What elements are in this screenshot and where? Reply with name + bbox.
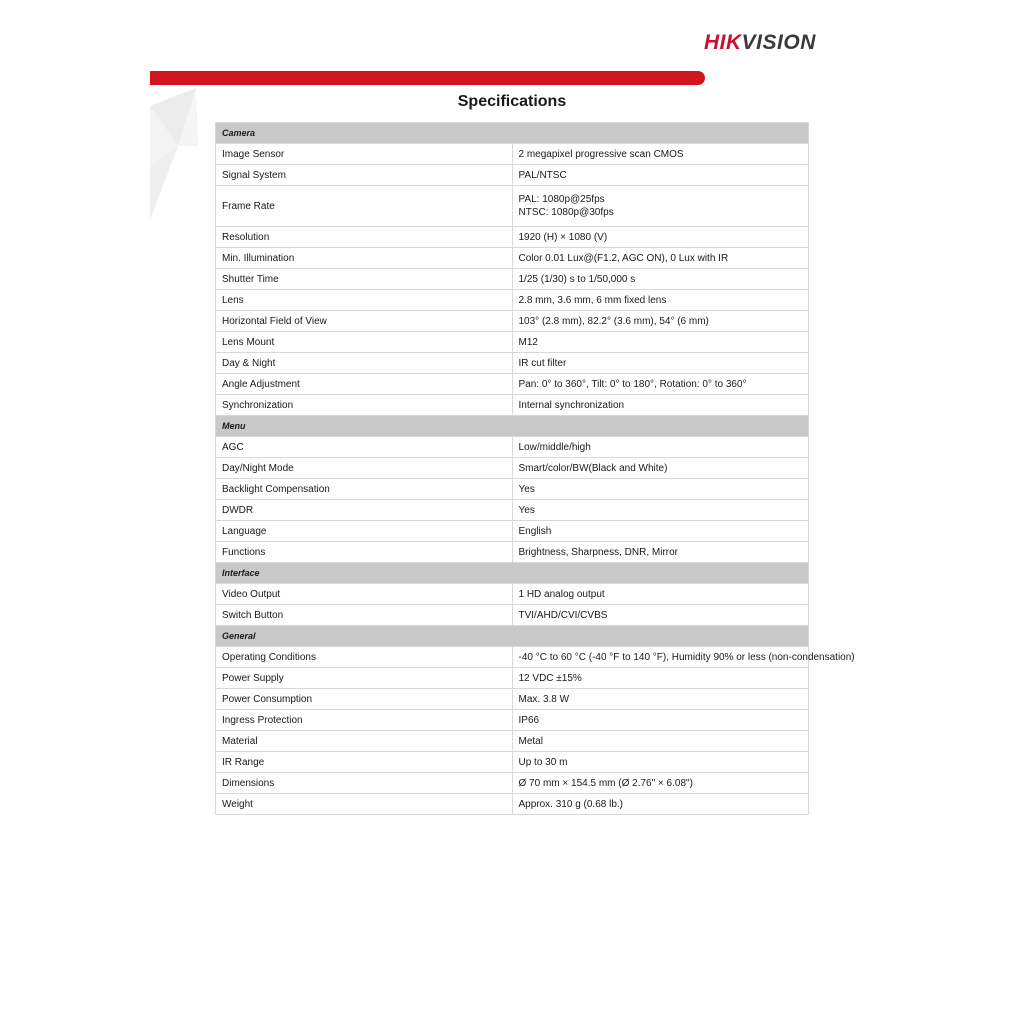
section-title: General — [216, 626, 809, 647]
spec-value — [512, 458, 809, 479]
spec-label: Power Supply — [216, 668, 513, 689]
spec-value-line: -40 °C to 60 °C (-40 °F to 140 °F), Humidity 90% or less (non-condensation) — [518, 651, 855, 663]
spec-label: Min. Illumination — [216, 248, 513, 269]
spec-value-line: 12 VDC ±15% — [518, 672, 582, 684]
spec-value — [512, 752, 809, 773]
spec-row — [216, 479, 809, 500]
spec-value — [512, 668, 809, 689]
spec-value-line: IP66 — [518, 714, 540, 726]
spec-value-line: 1 HD analog output — [518, 588, 605, 600]
spec-value — [512, 479, 809, 500]
spec-value-line: 103° (2.8 mm), 82.2° (3.6 mm), 54° (6 mm) — [518, 315, 709, 327]
spec-value — [512, 395, 809, 416]
spec-value-line: Brightness, Sharpness, DNR, Mirror — [518, 546, 678, 558]
spec-value — [512, 584, 809, 605]
spec-value-line: Low/middle/high — [518, 441, 591, 453]
spec-label: Material — [216, 731, 513, 752]
spec-row — [216, 458, 809, 479]
spec-value-line: PAL: 1080p@25fps — [518, 194, 605, 205]
spec-label: Backlight Compensation — [216, 479, 513, 500]
spec-value-line: 2 megapixel progressive scan CMOS — [518, 148, 684, 160]
spec-value-line: 1/25 (1/30) s to 1/50,000 s — [518, 273, 636, 285]
section-header-row — [216, 123, 809, 144]
spec-row — [216, 794, 809, 815]
spec-row — [216, 186, 809, 227]
spec-value — [512, 542, 809, 563]
spec-label: Horizontal Field of View — [216, 311, 513, 332]
spec-value-line: IR cut filter — [518, 357, 567, 369]
spec-row — [216, 605, 809, 626]
spec-value-line: Internal synchronization — [518, 399, 625, 411]
section-header-row — [216, 416, 809, 437]
spec-label: Language — [216, 521, 513, 542]
spec-row — [216, 227, 809, 248]
spec-row — [216, 144, 809, 165]
spec-value — [512, 165, 809, 186]
spec-value — [512, 437, 809, 458]
spec-value-line: Approx. 310 g (0.68 lb.) — [518, 798, 624, 810]
spec-row — [216, 332, 809, 353]
spec-value-line: PAL/NTSC — [518, 169, 567, 181]
spec-label: Synchronization — [216, 395, 513, 416]
spec-row — [216, 269, 809, 290]
spec-label: Weight — [216, 794, 513, 815]
spec-value-line: Metal — [518, 735, 543, 747]
spec-value — [512, 374, 809, 395]
spec-label: Lens — [216, 290, 513, 311]
spec-row — [216, 689, 809, 710]
spec-row — [216, 773, 809, 794]
spec-value — [512, 605, 809, 626]
spec-label: Resolution — [216, 227, 513, 248]
spec-label: Functions — [216, 542, 513, 563]
spec-value-line: TVI/AHD/CVI/CVBS — [518, 609, 608, 621]
spec-row — [216, 731, 809, 752]
spec-row — [216, 668, 809, 689]
spec-label: Switch Button — [216, 605, 513, 626]
spec-value-line: Up to 30 m — [518, 756, 568, 768]
spec-label: Day & Night — [216, 353, 513, 374]
logo-text-dark: VISION — [741, 31, 816, 54]
spec-value — [512, 311, 809, 332]
spec-label: Frame Rate — [216, 186, 513, 227]
spec-row — [216, 500, 809, 521]
spec-value-line: Yes — [518, 483, 535, 495]
spec-value-line: 2.8 mm, 3.6 mm, 6 mm fixed lens — [518, 294, 667, 306]
spec-value-line: Ø 70 mm × 154.5 mm (Ø 2.76" × 6.08") — [518, 777, 693, 789]
spec-row — [216, 165, 809, 186]
spec-value — [512, 144, 809, 165]
hikvision-logo — [704, 30, 816, 56]
spec-label: Image Sensor — [216, 144, 513, 165]
spec-label: AGC — [216, 437, 513, 458]
spec-row — [216, 584, 809, 605]
spec-row — [216, 311, 809, 332]
spec-value — [512, 773, 809, 794]
spec-row — [216, 374, 809, 395]
spec-label: Day/Night Mode — [216, 458, 513, 479]
spec-value — [512, 227, 809, 248]
spec-label: Angle Adjustment — [216, 374, 513, 395]
spec-row — [216, 647, 809, 668]
section-header-row — [216, 626, 809, 647]
spec-label: Video Output — [216, 584, 513, 605]
spec-label: Lens Mount — [216, 332, 513, 353]
spec-value-line: 1920 (H) × 1080 (V) — [518, 231, 608, 243]
spec-label: Dimensions — [216, 773, 513, 794]
spec-value — [512, 290, 809, 311]
spec-value — [512, 710, 809, 731]
spec-value — [512, 521, 809, 542]
section-title: Camera — [216, 123, 809, 144]
spec-value-line: Color 0.01 Lux@(F1.2, AGC ON), 0 Lux with IR — [518, 252, 729, 264]
section-header-row — [216, 563, 809, 584]
spec-value — [512, 269, 809, 290]
page-title: Specifications — [457, 93, 567, 110]
spec-value-line: English — [518, 525, 552, 537]
spec-value — [512, 248, 809, 269]
spec-value — [512, 731, 809, 752]
spec-value-line: Max. 3.8 W — [518, 693, 570, 705]
spec-value — [512, 500, 809, 521]
spec-value — [512, 689, 809, 710]
spec-value — [512, 794, 809, 815]
spec-label: Power Consumption — [216, 689, 513, 710]
logo-text-red: HIK — [704, 31, 742, 54]
spec-value-line: Smart/color/BW(Black and White) — [518, 462, 668, 474]
spec-label: Shutter Time — [216, 269, 513, 290]
header-accent-bar — [150, 71, 705, 85]
spec-label: IR Range — [216, 752, 513, 773]
section-title: Menu — [216, 416, 809, 437]
spec-value — [512, 353, 809, 374]
spec-row — [216, 248, 809, 269]
spec-row — [216, 395, 809, 416]
spec-row — [216, 542, 809, 563]
spec-label: Ingress Protection — [216, 710, 513, 731]
spec-label: Operating Conditions — [216, 647, 513, 668]
spec-value-line: Pan: 0° to 360°, Tilt: 0° to 180°, Rotation: 0° to 360° — [518, 378, 747, 390]
spec-row — [216, 752, 809, 773]
spec-label: Signal System — [216, 165, 513, 186]
spec-row — [216, 353, 809, 374]
spec-value-line: M12 — [518, 336, 538, 348]
spec-row — [216, 710, 809, 731]
specifications-table — [215, 122, 855, 815]
spec-value — [512, 186, 809, 227]
spec-row — [216, 290, 809, 311]
spec-value — [512, 332, 809, 353]
spec-row — [216, 521, 809, 542]
spec-label: DWDR — [216, 500, 513, 521]
spec-row — [216, 437, 809, 458]
spec-value-line: NTSC: 1080p@30fps — [518, 207, 614, 218]
spec-value-line: Yes — [518, 504, 535, 516]
spec-value — [512, 647, 855, 668]
section-title: Interface — [216, 563, 809, 584]
